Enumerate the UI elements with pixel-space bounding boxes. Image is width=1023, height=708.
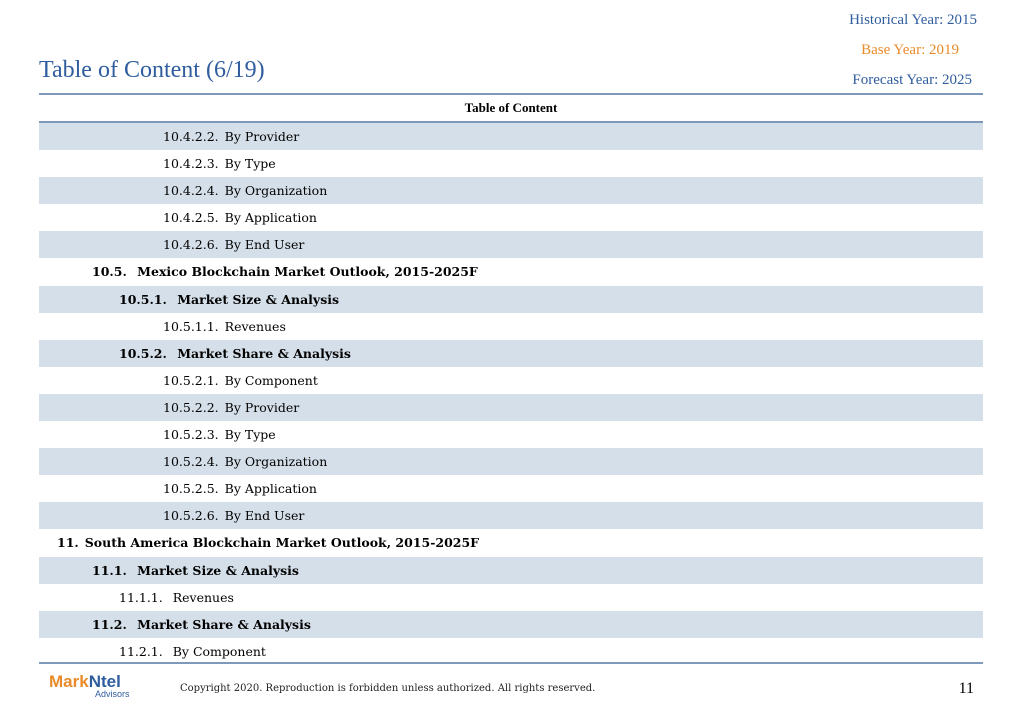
toc-row: 10.5.2.4. By Organization [39, 448, 983, 475]
toc-row: 10.4.2.6. By End User [39, 231, 983, 258]
company-logo [49, 672, 130, 699]
toc-row: 10.4.2.3. By Type [39, 150, 983, 177]
forecast-year: Forecast Year: 2025 [852, 72, 972, 88]
toc-row: 11.2. Market Share & Analysis [39, 611, 983, 638]
toc-table [39, 93, 983, 665]
toc-heading: Table of Content [39, 95, 983, 123]
toc-row: 10.5.2.2. By Provider [39, 394, 983, 421]
toc-row: 11.2.1. By Component [39, 638, 983, 665]
toc-row: 10.5.2.3. By Type [39, 421, 983, 448]
page-title: Table of Content (6/19) [39, 57, 265, 83]
toc-row: 10.5. Mexico Blockchain Market Outlook, 2015-2025F [39, 258, 983, 285]
toc-row: 10.5.2.1. By Component [39, 367, 983, 394]
footer-divider [39, 662, 983, 664]
toc-row: 10.5.1. Market Size & Analysis [39, 286, 983, 313]
logo-mark-text: Mark [49, 672, 89, 691]
toc-row: 10.5.2.5. By Application [39, 475, 983, 502]
toc-row: 11.1. Market Size & Analysis [39, 557, 983, 584]
base-year: Base Year: 2019 [861, 42, 959, 58]
toc-row: 11.1.1. Revenues [39, 584, 983, 611]
copyright-notice: Copyright 2020. Reproduction is forbidden unless authorized. All rights reserved. [180, 683, 596, 694]
toc-row: 10.4.2.5. By Application [39, 204, 983, 231]
toc-row: 10.4.2.4. By Organization [39, 177, 983, 204]
logo-subtitle: Advisors [95, 689, 130, 699]
toc-row: 11. South America Blockchain Market Outlook, 2015-2025F [39, 529, 983, 556]
toc-row: 10.5.2.6. By End User [39, 502, 983, 529]
historical-year: Historical Year: 2015 [849, 12, 977, 28]
page-number: 11 [958, 680, 974, 697]
toc-row: 10.4.2.2. By Provider [39, 123, 983, 150]
toc-rows [39, 123, 983, 665]
toc-row: 10.5.1.1. Revenues [39, 313, 983, 340]
logo-ntel-text: Ntel [88, 672, 121, 691]
toc-row: 10.5.2. Market Share & Analysis [39, 340, 983, 367]
